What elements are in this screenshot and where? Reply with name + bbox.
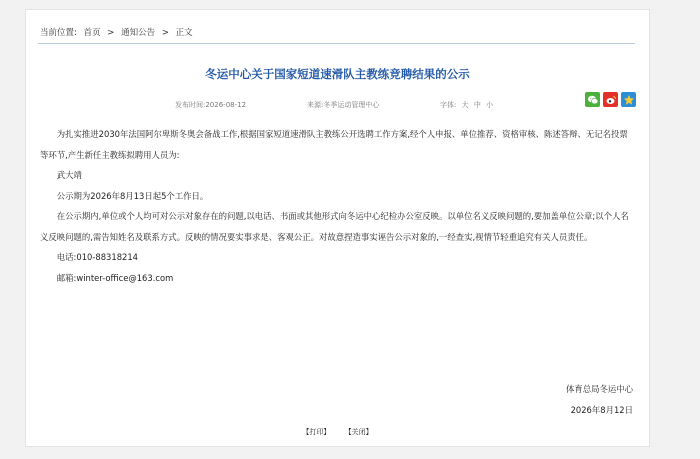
appointee-name: 武大靖	[56, 170, 82, 180]
breadcrumb-home-link[interactable]: 首页	[83, 28, 101, 38]
contact-phone: 电话:010-88318214	[56, 252, 139, 262]
signature-block	[566, 379, 633, 420]
breadcrumb	[40, 26, 193, 38]
body-paragraph: 在公示期内,单位或个人均可对公示对象存在的问题,以电话、书面或其他形式向冬运中心纪检办公室反映。以单位名义反映问题的,要加盖单位公章;以个人名义反映问题的,需告知姓名及联系方式。反映的情况要实事求是、客观公正。对故意捏造事实诬告公示对象的,一经查实,视情节轻重追究有关人员责任。	[40, 211, 629, 242]
weibo-icon[interactable]	[603, 92, 618, 107]
signature-date: 2026年8月12日	[570, 404, 633, 415]
signature-org: 体育总局冬运中心	[566, 384, 633, 394]
favorite-star-icon[interactable]	[621, 92, 636, 107]
breadcrumb-separator: >	[107, 28, 115, 38]
contact-email: 邮箱:winter-office@163.com	[56, 272, 174, 283]
article-title: 冬运中心关于国家短道速滑队主教练竞聘结果的公示	[205, 67, 470, 81]
font-size-small-button[interactable]: 小	[486, 101, 494, 109]
header-divider	[38, 43, 635, 44]
body-paragraph: 公示期为2026年8月13日起5个工作日。	[56, 190, 209, 201]
wechat-icon[interactable]	[585, 92, 600, 107]
share-buttons	[585, 92, 636, 107]
breadcrumb-label: 当前位置:	[40, 28, 77, 38]
close-button[interactable]: 【关闭】	[344, 428, 373, 436]
breadcrumb-notice-link[interactable]: 通知公告	[121, 28, 156, 38]
breadcrumb-current: 正文	[175, 28, 193, 38]
font-size-medium-button[interactable]: 中	[473, 101, 481, 109]
body-paragraph: 为扎实推进2030年法国阿尔卑斯冬奥会备战工作,根据国家短道速滑队主教练公开选聘工作方案,经个人申报、单位推荐、资格审核、陈述答辩、无记名投票等环节,产生新任主教练拟聘用人员为:	[40, 129, 628, 160]
font-size-label: 字体:	[440, 101, 457, 109]
print-button[interactable]: 【打印】	[302, 428, 331, 436]
breadcrumb-separator: >	[161, 28, 169, 38]
article-body	[40, 124, 636, 288]
article-page	[25, 9, 650, 447]
publish-date: 发布时间:2026-08-12	[175, 101, 247, 109]
page-actions	[26, 427, 649, 437]
font-size-large-button[interactable]: 大	[461, 101, 469, 109]
font-size-controls	[440, 100, 493, 110]
article-source: 来源:冬季运动管理中心	[307, 101, 380, 109]
